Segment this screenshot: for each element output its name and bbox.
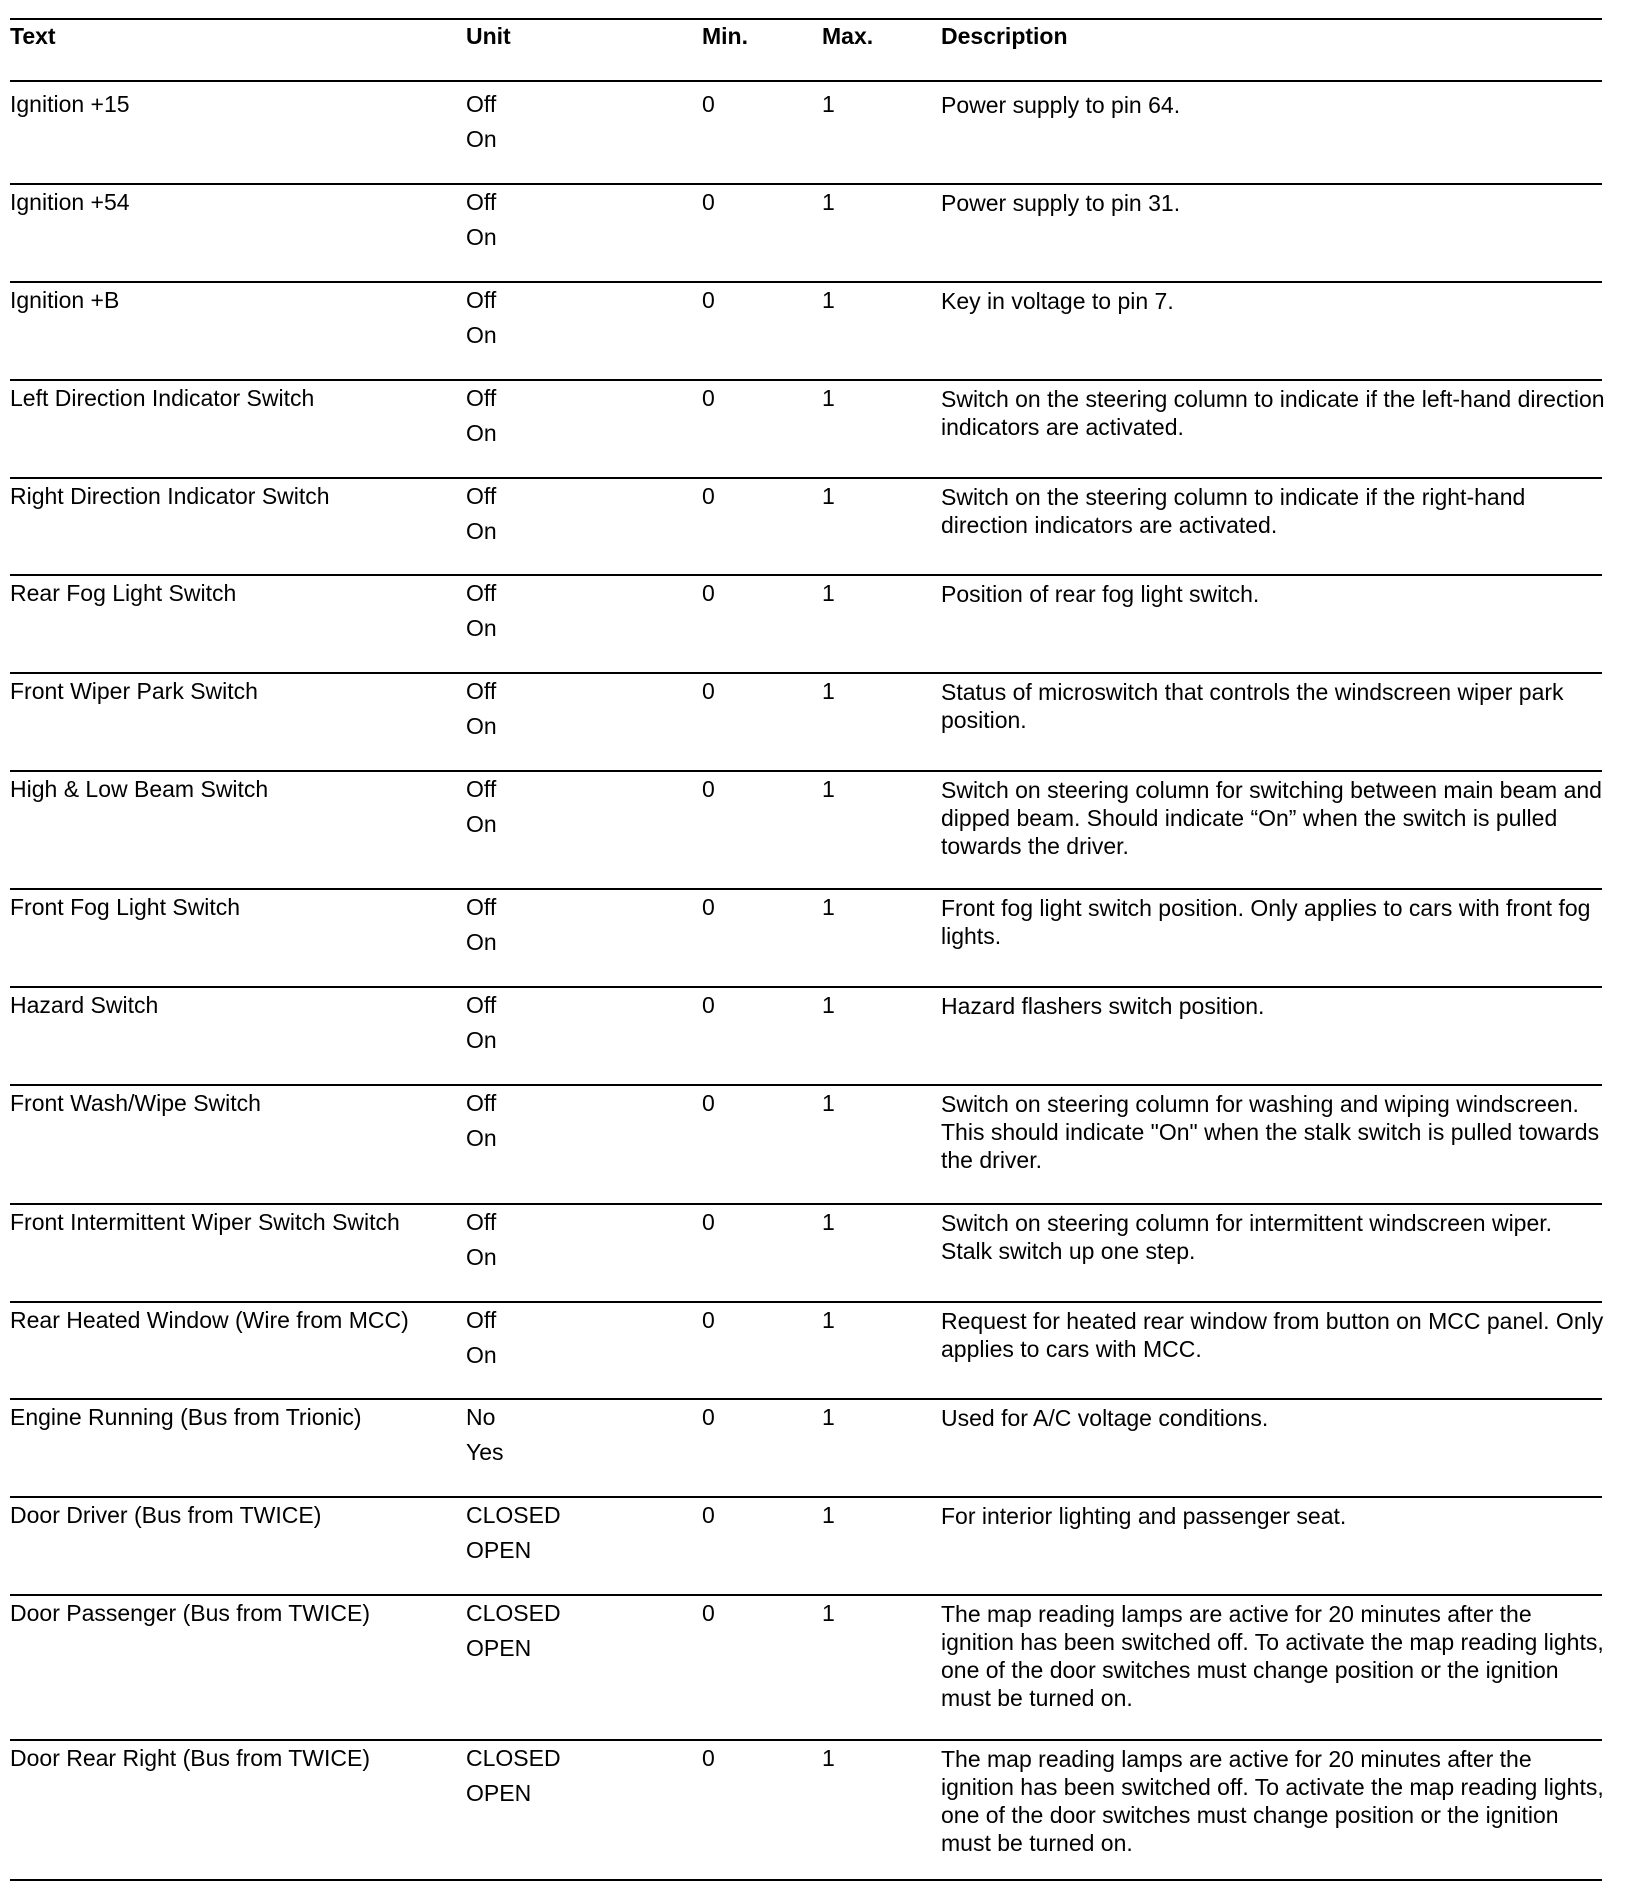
row-text: Right Direction Indicator Switch	[10, 483, 330, 509]
unit-value: On	[466, 518, 497, 544]
row-max: 1	[822, 1745, 835, 1771]
row-min: 0	[702, 1600, 715, 1626]
row-text: Ignition +B	[10, 287, 120, 313]
table-top-rule	[10, 18, 1602, 20]
row-description-cell	[941, 91, 1606, 119]
unit-value: Off	[466, 894, 497, 920]
row-max: 1	[822, 91, 835, 117]
header-description: Description	[941, 23, 1068, 49]
unit-value: On	[466, 1342, 497, 1368]
row-text: Engine Running (Bus from Trionic)	[10, 1404, 362, 1430]
row-description: Switch on steering column for switching between main beam and dipped beam. Should indicate “On” when the switch is pulled towards the driver.	[941, 777, 1602, 859]
unit-value: CLOSED	[466, 1502, 561, 1528]
row-description: Power supply to pin 31.	[941, 190, 1181, 216]
row-divider	[10, 379, 1602, 381]
row-description: For interior lighting and passenger seat.	[941, 1503, 1347, 1529]
row-divider	[10, 1084, 1602, 1086]
unit-value: On	[466, 713, 497, 739]
row-max: 1	[822, 287, 835, 313]
unit-value: On	[466, 1027, 497, 1053]
unit-value: On	[466, 1244, 497, 1270]
header-max: Max.	[822, 23, 874, 49]
row-min: 0	[702, 776, 715, 802]
row-description-cell	[941, 287, 1606, 315]
row-min: 0	[702, 1502, 715, 1528]
row-text: Front Wash/Wipe Switch	[10, 1090, 261, 1116]
unit-value: Off	[466, 189, 497, 215]
row-description-cell	[941, 1600, 1606, 1712]
row-text: Door Driver (Bus from TWICE)	[10, 1502, 322, 1528]
unit-value: On	[466, 811, 497, 837]
row-min: 0	[702, 483, 715, 509]
unit-value: Off	[466, 1209, 497, 1235]
row-min: 0	[702, 1307, 715, 1333]
row-description-cell	[941, 580, 1606, 608]
row-divider	[10, 1203, 1602, 1205]
row-text: Ignition +15	[10, 91, 130, 117]
row-max: 1	[822, 1600, 835, 1626]
row-description-cell	[941, 189, 1606, 217]
row-min: 0	[702, 385, 715, 411]
row-description-cell	[941, 1745, 1606, 1857]
row-description: Power supply to pin 64.	[941, 92, 1181, 118]
row-description-cell	[941, 1307, 1606, 1363]
row-max: 1	[822, 894, 835, 920]
row-description-cell	[941, 894, 1606, 950]
row-description: The map reading lamps are active for 20 minutes after the ignition has been switched off. To activate the map reading lights, one of the door switches must change position or the ignition must be turned on.	[941, 1601, 1604, 1711]
row-description: Key in voltage to pin 7.	[941, 288, 1174, 314]
row-divider	[10, 574, 1602, 576]
row-text: Hazard Switch	[10, 992, 159, 1018]
row-unit	[466, 1741, 686, 1811]
row-text: Ignition +54	[10, 189, 130, 215]
unit-value: Off	[466, 678, 497, 704]
row-max: 1	[822, 678, 835, 704]
unit-value: Off	[466, 483, 497, 509]
row-description: Used for A/C voltage conditions.	[941, 1405, 1269, 1431]
row-max: 1	[822, 992, 835, 1018]
row-text: Rear Fog Light Switch	[10, 580, 237, 606]
unit-value: On	[466, 126, 497, 152]
row-text: Rear Heated Window (Wire from MCC)	[10, 1307, 409, 1333]
row-unit	[466, 1303, 686, 1373]
row-min: 0	[702, 678, 715, 704]
unit-value: On	[466, 322, 497, 348]
row-unit	[466, 283, 686, 353]
row-max: 1	[822, 189, 835, 215]
row-divider	[10, 986, 1602, 988]
row-description-cell	[941, 483, 1606, 539]
row-unit	[466, 988, 686, 1058]
unit-value: Off	[466, 1090, 497, 1116]
row-divider	[10, 183, 1602, 185]
row-min: 0	[702, 1745, 715, 1771]
row-divider	[10, 1398, 1602, 1400]
row-min: 0	[702, 580, 715, 606]
row-max: 1	[822, 1404, 835, 1430]
row-unit	[466, 1086, 686, 1156]
unit-value: CLOSED	[466, 1600, 561, 1626]
row-description-cell	[941, 1090, 1606, 1174]
row-unit	[466, 1400, 686, 1470]
header-min: Min.	[702, 23, 748, 49]
row-divider	[10, 770, 1602, 772]
unit-value: On	[466, 929, 497, 955]
row-unit	[466, 185, 686, 255]
row-unit	[466, 674, 686, 744]
unit-value: Off	[466, 992, 497, 1018]
unit-value: On	[466, 420, 497, 446]
row-min: 0	[702, 1404, 715, 1430]
row-max: 1	[822, 1090, 835, 1116]
row-description: Switch on the steering column to indicate if the right-hand direction indicators are activated.	[941, 484, 1526, 538]
unit-value: CLOSED	[466, 1745, 561, 1771]
row-unit	[466, 381, 686, 451]
row-max: 1	[822, 385, 835, 411]
row-description: The map reading lamps are active for 20 minutes after the ignition has been switched off. To activate the map reading lights, one of the door switches must change position or the ignition must be turned on.	[941, 1746, 1604, 1856]
header-text: Text	[10, 23, 56, 49]
row-min: 0	[702, 189, 715, 215]
header-unit: Unit	[466, 23, 511, 49]
row-min: 0	[702, 1209, 715, 1235]
row-unit	[466, 890, 686, 960]
row-divider	[10, 1496, 1602, 1498]
row-description: Switch on steering column for intermittent windscreen wiper. Stalk switch up one step.	[941, 1210, 1553, 1264]
row-text: Door Rear Right (Bus from TWICE)	[10, 1745, 370, 1771]
row-description-cell	[941, 776, 1606, 860]
row-unit	[466, 1205, 686, 1275]
row-divider	[10, 1594, 1602, 1596]
row-min: 0	[702, 91, 715, 117]
unit-value: Off	[466, 287, 497, 313]
row-description-cell	[941, 1404, 1606, 1432]
row-divider	[10, 1739, 1602, 1741]
row-description: Hazard flashers switch position.	[941, 993, 1265, 1019]
unit-value: OPEN	[466, 1537, 532, 1563]
row-description: Switch on the steering column to indicate if the left-hand direction indicators are activated.	[941, 386, 1605, 440]
row-unit	[466, 1596, 686, 1666]
row-unit	[466, 479, 686, 549]
row-max: 1	[822, 1307, 835, 1333]
row-divider	[10, 672, 1602, 674]
row-divider	[10, 888, 1602, 890]
unit-value: On	[466, 615, 497, 641]
unit-value: Off	[466, 1307, 497, 1333]
row-unit	[466, 1498, 686, 1568]
row-unit	[466, 772, 686, 842]
unit-value: OPEN	[466, 1780, 532, 1806]
unit-value: Off	[466, 385, 497, 411]
row-text: High & Low Beam Switch	[10, 776, 269, 802]
unit-value: On	[466, 224, 497, 250]
unit-value: On	[466, 1125, 497, 1151]
row-max: 1	[822, 1209, 835, 1235]
header-rule	[10, 80, 1602, 82]
row-min: 0	[702, 992, 715, 1018]
row-description: Switch on steering column for washing and wiping windscreen. This should indicate "On" when the stalk switch is pulled towards the driver.	[941, 1091, 1600, 1173]
row-divider	[10, 1301, 1602, 1303]
row-divider	[10, 281, 1602, 283]
row-description-cell	[941, 678, 1606, 734]
row-max: 1	[822, 483, 835, 509]
unit-value: Off	[466, 776, 497, 802]
row-description-cell	[941, 992, 1606, 1020]
row-text: Front Fog Light Switch	[10, 894, 241, 920]
unit-value: Yes	[466, 1439, 504, 1465]
row-description: Front fog light switch position. Only applies to cars with front fog lights.	[941, 895, 1591, 949]
row-text: Front Wiper Park Switch	[10, 678, 258, 704]
row-min: 0	[702, 287, 715, 313]
unit-value: Off	[466, 580, 497, 606]
row-unit	[466, 87, 686, 157]
row-max: 1	[822, 580, 835, 606]
row-text: Door Passenger (Bus from TWICE)	[10, 1600, 371, 1626]
row-min: 0	[702, 894, 715, 920]
row-text: Front Intermittent Wiper Switch Switch	[10, 1209, 400, 1235]
row-max: 1	[822, 776, 835, 802]
row-description-cell	[941, 1502, 1606, 1530]
row-text: Left Direction Indicator Switch	[10, 385, 315, 411]
table-bottom-rule	[10, 1879, 1602, 1881]
row-unit	[466, 576, 686, 646]
row-divider	[10, 477, 1602, 479]
row-min: 0	[702, 1090, 715, 1116]
row-description: Request for heated rear window from button on MCC panel. Only applies to cars with MCC.	[941, 1308, 1604, 1362]
row-description: Position of rear fog light switch.	[941, 581, 1260, 607]
unit-value: OPEN	[466, 1635, 532, 1661]
row-description-cell	[941, 385, 1606, 441]
row-description: Status of microswitch that controls the windscreen wiper park position.	[941, 679, 1564, 733]
unit-value: No	[466, 1404, 496, 1430]
unit-value: Off	[466, 91, 497, 117]
row-max: 1	[822, 1502, 835, 1528]
row-description-cell	[941, 1209, 1606, 1265]
